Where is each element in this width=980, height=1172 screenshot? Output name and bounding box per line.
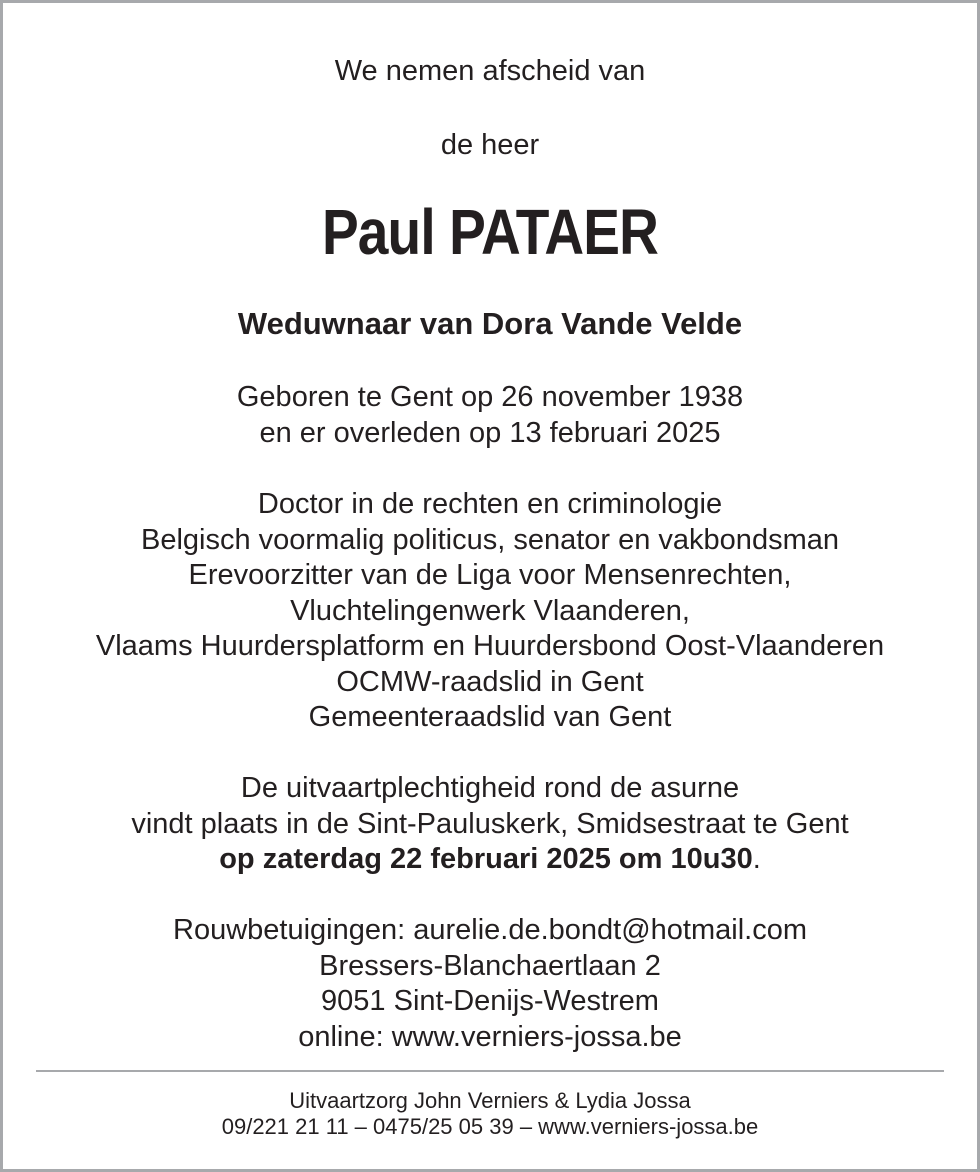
ceremony-block [0,771,980,878]
career-block [0,487,980,736]
career-line: Belgisch voormalig politicus, senator en vakbondsman [141,523,839,556]
career-line: Vluchtelingenwerk Vlaanderen, [290,594,690,627]
footer-divider [36,1070,944,1072]
career-line: Vlaams Huurdersplatform en Huurdersbond Oost-Vlaanderen [95,630,885,662]
ceremony-date: op zaterdag 22 februari 2025 om 10u30 [219,843,753,875]
ceremony-line: De uitvaartplechtigheid rond de asurne [240,772,740,804]
condolences-city: 9051 Sint-Denijs-Westrem [321,985,659,1017]
career-line: Doctor in de rechten en criminologie [257,488,723,520]
title-line: de heer [440,129,540,161]
birth-death-block [0,380,980,451]
undertaker-name: Uitvaartzorg John Verniers & Lydia Jossa [289,1088,691,1113]
condolences-street: Bressers-Blanchaertlaan 2 [319,949,661,982]
condolences-block [0,913,980,1055]
undertaker-footer [0,1088,980,1140]
career-line: Erevoorzitter van de Liga voor Mensenrechten, [188,559,792,591]
ceremony-date-line [0,842,980,878]
death-line: en er overleden op 13 februari 2025 [259,416,721,449]
condolences-online: online: www.verniers-jossa.be [298,1020,682,1053]
birth-line: Geboren te Gent op 26 november 1938 [236,381,744,413]
undertaker-contact: 09/221 21 11 – 0475/25 05 39 – www.verniers-jossa.be [221,1114,759,1139]
intro-line: We nemen afscheid van [334,55,646,87]
career-line: Gemeenteraadslid van Gent [308,701,672,733]
career-line: OCMW-raadslid in Gent [336,665,644,698]
ceremony-line: vindt plaats in de Sint-Pauluskerk, Smidsestraat te Gent [131,807,849,840]
spouse-line: Weduwnaar van Dora Vande Velde [237,306,743,341]
ceremony-date-suffix: . [752,843,761,875]
condolences-email-line: Rouwbetuigingen: aurelie.de.bondt@hotmail.com [173,914,807,946]
deceased-name: Paul PATAER [321,196,659,268]
